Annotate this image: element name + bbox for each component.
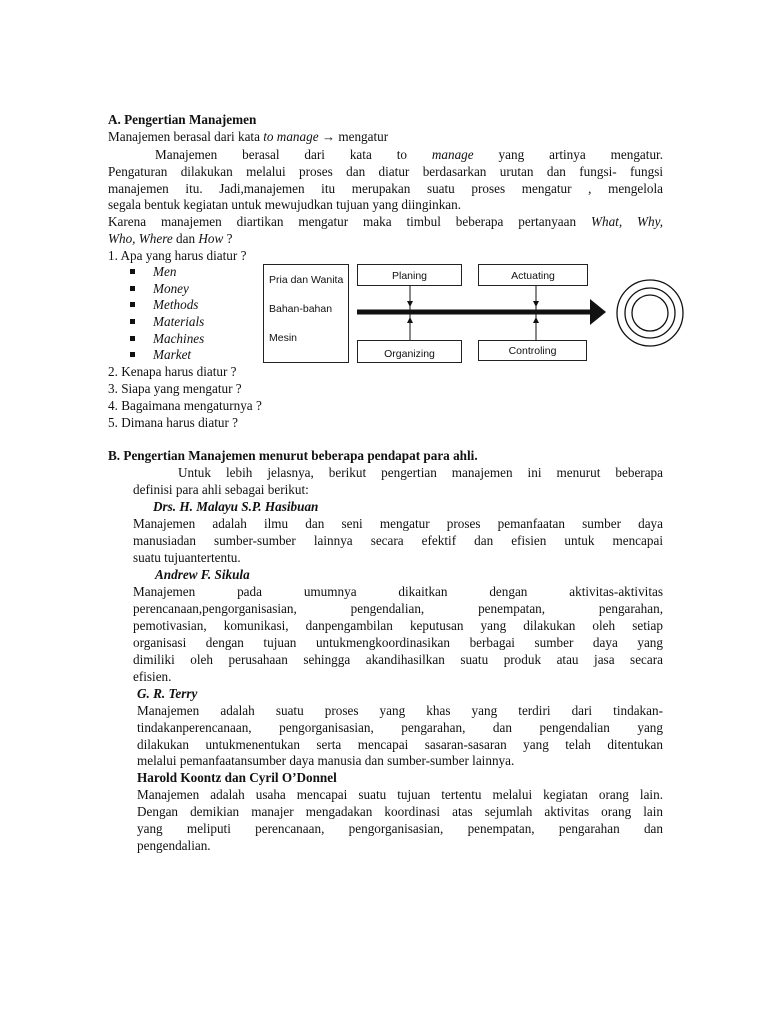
- expert-text-line: Manajemen pada umumnya dikaitkan dengan aktivitas-aktivitas: [133, 584, 663, 599]
- section-b-heading: B. Pengertian Manajemen menurut beberapa pendapat para ahli.: [108, 448, 478, 463]
- expert-name: Drs. H. Malayu S.P. Hasibuan: [153, 499, 319, 514]
- input-label: Mesin: [269, 332, 298, 344]
- bullet-square-icon: [130, 286, 135, 291]
- para2-line2: Who, Where dan How ?: [108, 231, 233, 246]
- question-2: 2. Kenapa harus diatur ?: [108, 364, 237, 379]
- arrow-down-icon: [407, 301, 413, 307]
- expert-text-line: dilakukan untukmenentukan serta mencapai sasaran-sasaran yang telah ditentukan: [137, 737, 663, 752]
- target-circle-outer: [617, 280, 683, 346]
- question-3: 3. Siapa yang mengatur ?: [108, 381, 242, 396]
- expert-text-line: efisien.: [133, 669, 172, 684]
- section-a-intro-line: [108, 129, 388, 145]
- list-item: Men: [130, 264, 176, 280]
- bullet-square-icon: [130, 269, 135, 274]
- expert-text-line: manusiadan sumber-sumber lainnya secara efektif dan efisien untuk mencapai: [133, 533, 663, 548]
- arrow-down-icon: [533, 301, 539, 307]
- expert-text-line: suatu tujuantertentu.: [133, 550, 241, 565]
- expert-text-line: pengendalian.: [137, 838, 211, 853]
- intro-italic: to manage: [263, 129, 319, 144]
- list-item: Machines: [130, 331, 204, 347]
- expert-text-line: melalui pemanfaatansumber daya manusia dan sumber-sumber lainnya.: [137, 753, 515, 768]
- right-arrow-icon: →: [321, 129, 336, 144]
- list-item: Market: [130, 347, 191, 363]
- bullet-square-icon: [130, 302, 135, 307]
- bullet-square-icon: [130, 352, 135, 357]
- organizing-box: [357, 340, 462, 363]
- input-label: Bahan-bahan: [269, 303, 333, 315]
- planing-label: Planing: [391, 270, 428, 282]
- controling-label: Controling: [508, 345, 557, 357]
- para1-line2: Pengaturan dilakukan melalui proses dan diatur berdasarkan urutan dan fungsi- fungsi: [108, 164, 663, 179]
- arrow-up-icon: [407, 317, 413, 323]
- actuating-box: [478, 264, 588, 286]
- expert-text-line: dimiliki oleh perusahaan sehingga akandihasilkan suatu produk atau jasa secara: [133, 652, 663, 667]
- inputs-box: [263, 264, 349, 363]
- expert-text-line: Manajemen adalah usaha mencapai suatu tujuan tertentu melalui kegiatan orang lain.: [137, 787, 663, 802]
- input-label: Pria dan Wanita: [269, 274, 344, 286]
- actuating-label: Actuating: [511, 270, 555, 282]
- expert-text-line: perencanaan,pengorganisasian, pengendalian, penempatan, pengarahan,: [133, 601, 663, 616]
- para1-line1: Manajemen berasal dari kata to manage yang artinya mengatur.: [155, 147, 663, 162]
- expert-text-line: Dengan demikian manajer mengadakan koordinasi atas sejumlah aktivitas orang lain: [137, 804, 663, 819]
- expert-name: G. R. Terry: [137, 686, 198, 701]
- question-5: 5. Dimana harus diatur ?: [108, 415, 239, 430]
- controling-box: [478, 340, 587, 361]
- target-circle-inner: [632, 295, 668, 331]
- arrow-up-icon: [533, 317, 539, 323]
- expert-text-line: organisasi dengan tujuan untukmengkoordinasikan berbagai sumber daya yang: [133, 635, 663, 650]
- expert-text-line: Manajemen adalah ilmu dan seni mengatur proses pemanfaatan sumber daya: [133, 516, 663, 531]
- list-item: Money: [130, 281, 189, 297]
- bullet-square-icon: [130, 319, 135, 324]
- list-item: Methods: [130, 297, 198, 313]
- para1-line4: segala bentuk kegiatan untuk mewujudkan tujuan yang diinginkan.: [108, 197, 462, 212]
- expert-name: Harold Koontz dan Cyril O’Donnel: [137, 770, 337, 785]
- planing-box: [357, 264, 462, 286]
- organizing-label: Organizing: [384, 348, 435, 360]
- bullet-square-icon: [130, 336, 135, 341]
- intro-pre: Manajemen berasal dari kata: [108, 129, 264, 144]
- section-b-intro-line1: Untuk lebih jelasnya, berikut pengertian manajemen ini menurut beberapa: [178, 465, 663, 480]
- section-b-intro-line2: definisi para ahli sebagai berikut:: [133, 482, 309, 497]
- list-item: Materials: [130, 314, 204, 330]
- expert-text-line: pemotivasian, komunikasi, danpengambilan keputusan yang dilakukan oleh setiap: [133, 618, 663, 633]
- question-1: 1. Apa yang harus diatur ?: [108, 248, 247, 263]
- target-circle-middle: [625, 288, 675, 338]
- para1-line3: manajemen itu. Jadi,manajemen itu merupakan suatu proses mengatur , mengelola: [108, 181, 663, 196]
- expert-text-line: Manajemen adalah suatu proses yang khas yang terdiri dari tindakan-: [137, 703, 663, 718]
- para2-line1: Karena manajemen diartikan mengatur maka timbul beberapa pertanyaan What, Why,: [108, 214, 663, 229]
- section-a-heading: A. Pengertian Manajemen: [108, 112, 257, 127]
- intro-post: mengatur: [335, 129, 389, 144]
- main-arrow-head-icon: [590, 299, 606, 325]
- expert-text-line: yang meliputi perencanaan, pengorganisasian, penempatan, pengarahan dan: [137, 821, 663, 836]
- expert-text-line: tindakanperencanaan, pengorganisasian, pengarahan, dan pengendalian yang: [137, 720, 663, 735]
- expert-name: Andrew F. Sikula: [155, 567, 250, 582]
- question-4: 4. Bagaimana mengaturnya ?: [108, 398, 262, 413]
